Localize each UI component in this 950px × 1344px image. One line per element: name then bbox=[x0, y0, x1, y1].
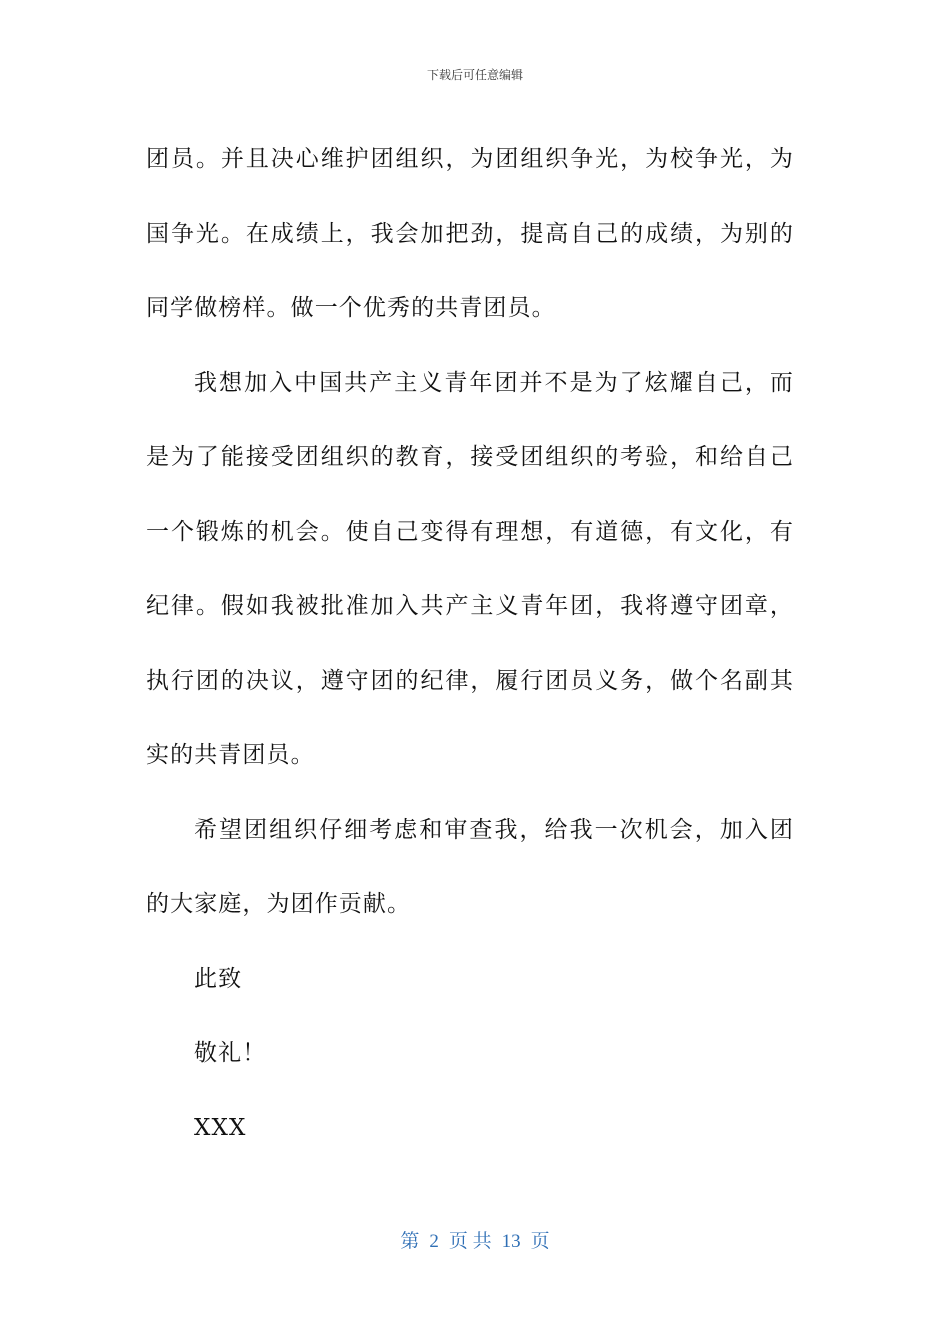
page-number-total: 13 bbox=[501, 1231, 521, 1252]
document-body bbox=[146, 122, 794, 1165]
closing-respect: 敬礼！ bbox=[194, 1040, 267, 1066]
paragraph-continued: 团员。并且决心维护团组织，为团组织争光，为校争光，为国争光。在成绩上，我会加把劲，提高自己的成绩，为别的同学做榜样。做一个优秀的共青团员。 bbox=[146, 146, 794, 321]
page-number-prefix: 第 bbox=[400, 1231, 420, 1252]
page-header-note: 下载后可任意编辑 bbox=[426, 68, 523, 82]
page-number-current: 2 bbox=[429, 1231, 439, 1252]
paragraph-request: 希望团组织仔细考虑和审查我，给我一次机会，加入团的大家庭，为团作贡献。 bbox=[146, 816, 794, 917]
page-number-middle: 页 共 bbox=[448, 1231, 492, 1252]
signature: XXX bbox=[194, 1114, 247, 1141]
closing-salutation: 此致 bbox=[194, 965, 243, 992]
page-number-suffix: 页 bbox=[530, 1231, 550, 1252]
paragraph-motivation: 我想加入中国共产主义青年团并不是为了炫耀自己，而是为了能接受团组织的教育，接受团组织的考验，和给自己一个锻炼的机会。使自己变得有理想，有道德，有文化，有纪律。假如我被批准加入共产主义青年团，我将遵守团章，执行团的决议，遵守团的纪律，履行团员义务，做个名副其实的共青团员。 bbox=[146, 369, 794, 768]
page-number bbox=[0, 1226, 950, 1253]
